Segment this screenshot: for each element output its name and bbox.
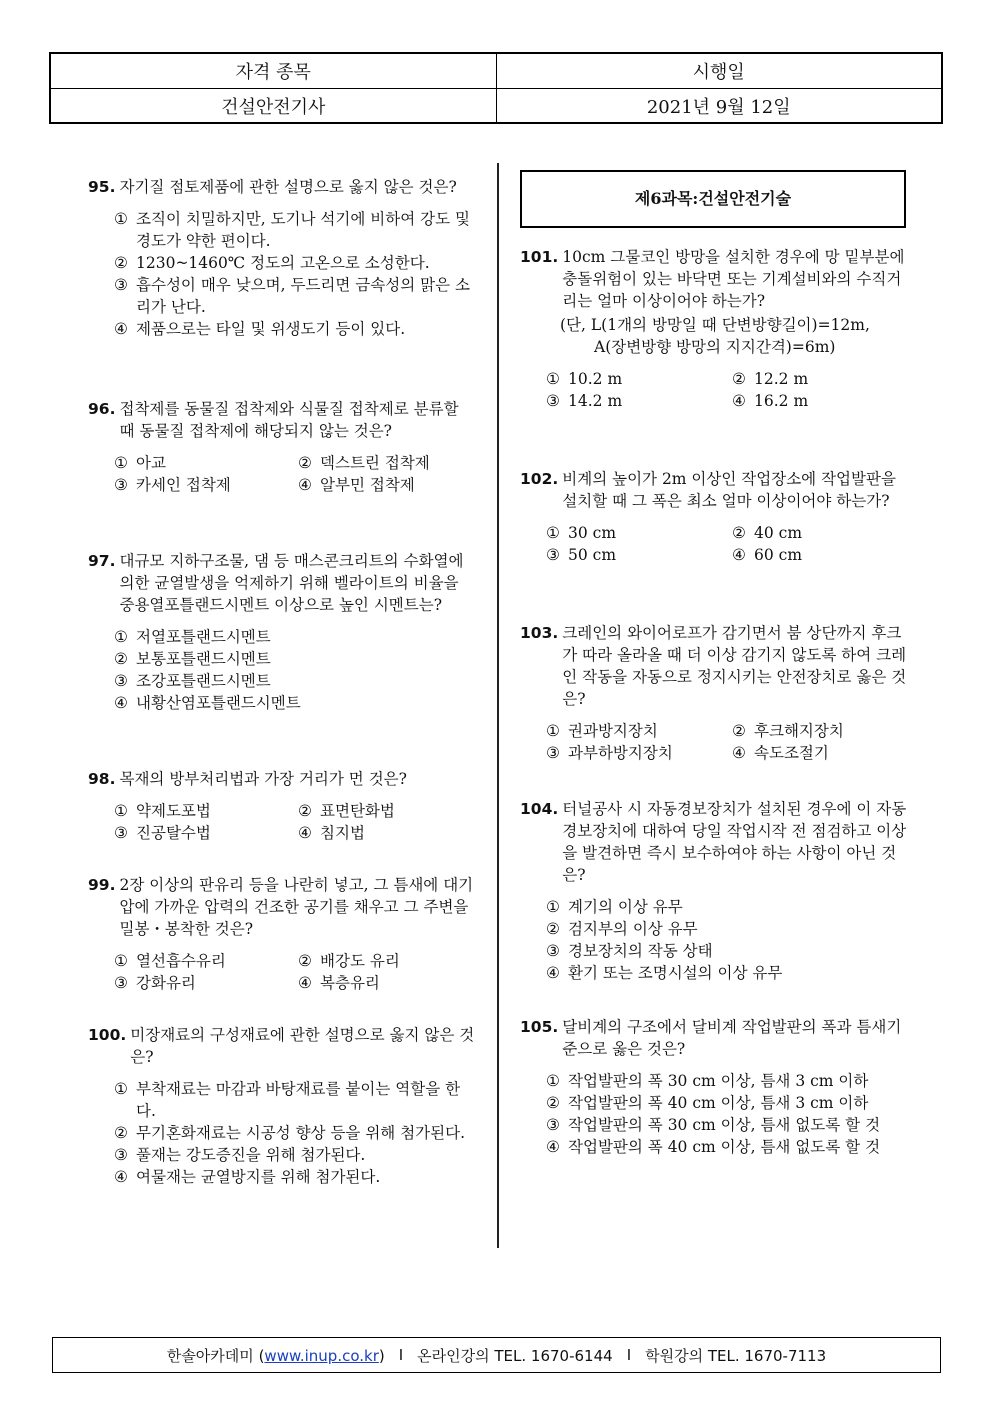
choice-text: 강화유리 — [136, 974, 196, 992]
question-number: 97. — [88, 552, 116, 570]
choice-item[interactable] — [546, 522, 726, 544]
choice-text: 60 cm — [754, 546, 803, 564]
question-text: 자기질 점토제품에 관한 설명으로 옳지 않은 것은? — [119, 178, 457, 196]
choice-text: 환기 또는 조명시설의 이상 유무 — [568, 964, 783, 982]
choice-item[interactable] — [298, 452, 476, 474]
choice-item[interactable] — [114, 626, 476, 648]
qualification-label: 자격 종목 — [235, 62, 311, 83]
footer-bar — [52, 1337, 941, 1373]
choice-mark: ③ — [546, 1116, 560, 1134]
question-number: 99. — [88, 876, 116, 894]
choice-text: 검지부의 이상 유무 — [568, 920, 698, 938]
choice-mark: ④ — [114, 1168, 128, 1186]
choice-text: 풀재는 강도증진을 위해 첨가된다. — [136, 1146, 366, 1164]
choice-item[interactable] — [298, 800, 476, 822]
question-text: 2장 이상의 판유리 등을 나란히 넣고, 그 틈새에 대기압에 가까운 압력의 건조한 공기를 채우고 그 주변을 밀봉・봉착한 것은? — [119, 876, 474, 938]
choice-mark: ④ — [732, 392, 746, 410]
choice-item[interactable] — [298, 474, 476, 496]
choice-mark: ① — [114, 952, 128, 970]
choice-list — [520, 1070, 912, 1158]
question-98 — [88, 768, 476, 874]
question-99 — [88, 874, 476, 1024]
choice-mark: ④ — [114, 320, 128, 338]
choice-text: 권과방지장치 — [568, 722, 658, 740]
choice-text: 침지법 — [320, 824, 365, 842]
choice-mark: ① — [114, 1080, 128, 1098]
choice-item[interactable] — [546, 1114, 912, 1136]
choice-list — [520, 720, 912, 764]
choice-item[interactable] — [546, 1070, 912, 1092]
choice-text: 부착재료는 마감과 바탕재료를 붙이는 역할을 한다. — [136, 1080, 461, 1120]
question-text: 미장재료의 구성재료에 관한 설명으로 옳지 않은 것은? — [130, 1026, 475, 1066]
choice-list — [88, 208, 476, 340]
choice-item[interactable] — [114, 318, 476, 340]
choice-mark: ③ — [546, 546, 560, 564]
choice-list — [520, 896, 912, 984]
choice-item[interactable] — [298, 972, 476, 994]
choice-mark: ③ — [114, 824, 128, 842]
choice-text: 진공탈수법 — [136, 824, 211, 842]
choice-text: 제품으로는 타일 및 위생도기 등이 있다. — [136, 320, 406, 338]
choice-item[interactable] — [732, 522, 912, 544]
choice-text: 16.2 m — [754, 392, 809, 410]
choice-mark: ① — [114, 454, 128, 472]
choice-text: 1230~1460℃ 정도의 고온으로 소성한다. — [136, 254, 430, 272]
condition-line-2: A(장변방향 방망의 지지간격)=6m) — [594, 338, 836, 356]
choice-mark: ③ — [546, 392, 560, 410]
link-paren-open: ( — [258, 1346, 265, 1365]
choice-mark: ③ — [114, 1146, 128, 1164]
exam-info-value-row — [51, 88, 941, 123]
choice-text: 표면탄화법 — [320, 802, 395, 820]
question-number: 96. — [88, 400, 116, 418]
question-96 — [88, 398, 476, 550]
right-column — [520, 170, 912, 1158]
condition-line-1: (단, L(1개의 방망일 때 단변방향길이)=12m, — [560, 316, 870, 334]
choice-mark: ② — [546, 1094, 560, 1112]
choice-item[interactable] — [546, 742, 726, 764]
choice-item[interactable] — [732, 368, 912, 390]
question-text: 비계의 높이가 2m 이상인 작업장소에 작업발판을 설치할 때 그 폭은 최소 얼마 이상이어야 하는가? — [562, 470, 896, 510]
question-text: 접착제를 동물질 접착제와 식물질 접착제로 분류할 때 동물질 접착제에 해당되지 않는 것은? — [119, 400, 459, 440]
choice-text: 카세인 접착제 — [136, 476, 231, 494]
choice-mark: ① — [114, 802, 128, 820]
choice-list — [520, 522, 912, 566]
choice-mark: ② — [114, 254, 128, 272]
choice-item[interactable] — [546, 918, 912, 940]
exam-date-label: 시행일 — [496, 54, 942, 88]
choice-text: 후크해지장치 — [754, 722, 844, 740]
choice-text: 무기혼화재료는 시공성 향상 등을 위해 첨가된다. — [136, 1124, 466, 1142]
qualification-value: 건설안전기사 — [221, 97, 326, 118]
choice-item[interactable] — [732, 390, 912, 412]
choice-text: 속도조절기 — [754, 744, 829, 762]
question-100 — [88, 1024, 476, 1188]
choice-list — [88, 452, 476, 496]
choice-text: 내황산염포틀랜드시멘트 — [136, 694, 301, 712]
choice-text: 30 cm — [568, 524, 617, 542]
choice-item[interactable] — [732, 544, 912, 566]
choice-mark: ④ — [298, 476, 312, 494]
choice-text: 보통포틀랜드시멘트 — [136, 650, 271, 668]
choice-item[interactable] — [546, 962, 912, 984]
choice-item[interactable] — [114, 1144, 476, 1166]
choice-item[interactable] — [298, 822, 476, 844]
choice-item[interactable] — [546, 390, 726, 412]
question-95 — [88, 176, 476, 398]
question-text: 목재의 방부처리법과 가장 거리가 먼 것은? — [119, 770, 407, 788]
choice-mark: ② — [298, 802, 312, 820]
question-text: 달비계의 구조에서 달비계 작업발판의 폭과 틈새기준으로 옳은 것은? — [562, 1018, 902, 1058]
choice-mark: ① — [546, 1072, 560, 1090]
choice-mark: ③ — [114, 476, 128, 494]
choice-mark: ① — [546, 370, 560, 388]
question-text: 크레인의 와이어로프가 감기면서 붐 상단까지 후크가 따라 올라올 때 더 이상 감기지 않도록 하여 크레인 작동을 자동으로 정지시키는 안전장치로 옳은 것은? — [562, 624, 907, 708]
choice-mark: ③ — [114, 672, 128, 690]
choice-text: 10.2 m — [568, 370, 623, 388]
choice-item[interactable] — [114, 208, 476, 252]
choice-text: 작업발판의 폭 40 cm 이상, 틈새 없도록 할 것 — [568, 1138, 881, 1156]
choice-text: 배강도 유리 — [320, 952, 400, 970]
academy-website-link[interactable]: www.inup.co.kr — [264, 1346, 379, 1365]
choice-text: 12.2 m — [754, 370, 809, 388]
footer-separator: I — [398, 1346, 404, 1364]
question-101 — [520, 246, 912, 468]
choice-text: 과부하방지장치 — [568, 744, 673, 762]
choice-text: 약제도포법 — [136, 802, 211, 820]
choice-item[interactable] — [114, 648, 476, 670]
choice-list — [88, 1078, 476, 1188]
choice-item[interactable] — [114, 950, 292, 972]
choice-mark: ① — [546, 524, 560, 542]
question-103 — [520, 622, 912, 798]
choice-item[interactable] — [114, 252, 476, 274]
choice-item[interactable] — [298, 950, 476, 972]
choice-item[interactable] — [546, 544, 726, 566]
question-number: 104. — [520, 800, 559, 818]
choice-item[interactable] — [546, 1136, 912, 1158]
footer-separator: I — [626, 1346, 632, 1364]
choice-text: 여물재는 균열방지를 위해 첨가된다. — [136, 1168, 381, 1186]
choice-text: 14.2 m — [568, 392, 623, 410]
question-number: 95. — [88, 178, 116, 196]
choice-mark: ② — [732, 370, 746, 388]
link-paren-close: ) — [378, 1346, 385, 1365]
choice-item[interactable] — [114, 692, 476, 714]
choice-text: 50 cm — [568, 546, 617, 564]
choice-text: 40 cm — [754, 524, 803, 542]
choice-mark: ② — [546, 920, 560, 938]
choice-text: 작업발판의 폭 40 cm 이상, 틈새 3 cm 이하 — [568, 1094, 869, 1112]
choice-mark: ② — [114, 650, 128, 668]
choice-text: 조직이 치밀하지만, 도기나 석기에 비하여 강도 및 경도가 약한 편이다. — [136, 210, 470, 250]
choice-text: 작업발판의 폭 30 cm 이상, 틈새 없도록 할 것 — [568, 1116, 881, 1134]
exam-date-value: 2021년 9월 12일 — [496, 89, 942, 123]
choice-item[interactable] — [114, 1122, 476, 1144]
choice-item[interactable] — [546, 368, 726, 390]
choice-mark: ④ — [546, 1138, 560, 1156]
choice-text: 복층유리 — [320, 974, 380, 992]
choice-mark: ① — [546, 898, 560, 916]
choice-item[interactable] — [114, 670, 476, 692]
exam-info-header-row — [51, 54, 941, 88]
choice-item[interactable] — [114, 800, 292, 822]
choice-mark: ④ — [298, 824, 312, 842]
column-divider — [497, 163, 499, 1248]
choice-item[interactable] — [114, 474, 292, 496]
question-number: 103. — [520, 624, 559, 642]
question-number: 102. — [520, 470, 559, 488]
choice-item[interactable] — [546, 896, 912, 918]
choice-item[interactable] — [546, 720, 726, 742]
choice-mark: ③ — [114, 974, 128, 992]
choice-item[interactable] — [732, 742, 912, 764]
choice-mark: ③ — [546, 942, 560, 960]
choice-mark: ④ — [114, 694, 128, 712]
choice-item[interactable] — [546, 1092, 912, 1114]
choice-mark: ④ — [732, 546, 746, 564]
choice-item[interactable] — [114, 274, 476, 318]
question-105 — [520, 1016, 912, 1158]
choice-list — [88, 950, 476, 994]
question-number: 100. — [88, 1026, 127, 1044]
choice-text: 흡수성이 매우 낮으며, 두드리면 금속성의 맑은 소리가 난다. — [136, 276, 470, 316]
footer-academy-name — [167, 1345, 385, 1366]
choice-text: 열선흡수유리 — [136, 952, 226, 970]
question-102 — [520, 468, 912, 622]
choice-item[interactable] — [732, 720, 912, 742]
choice-text: 조강포틀랜드시멘트 — [136, 672, 271, 690]
choice-mark: ② — [114, 1124, 128, 1142]
choice-mark: ④ — [546, 964, 560, 982]
left-column — [88, 176, 476, 1188]
question-number: 105. — [520, 1018, 559, 1036]
academy-name: 한솔아카데미 — [166, 1346, 254, 1365]
question-text: 10cm 그물코인 방망을 설치한 경우에 망 밑부분에 충돌위험이 있는 바닥면 또는 기계설비와의 수직거리는 얼마 이상이어야 하는가? — [562, 248, 905, 310]
choice-mark: ③ — [546, 744, 560, 762]
choice-mark: ① — [546, 722, 560, 740]
question-104 — [520, 798, 912, 1016]
question-number: 101. — [520, 248, 559, 266]
choice-item[interactable] — [114, 1078, 476, 1122]
footer-online-tel: 온라인강의 TEL. 1670-6144 — [417, 1346, 613, 1365]
choice-mark: ② — [732, 722, 746, 740]
question-text: 대규모 지하구조물, 댐 등 매스콘크리트의 수화열에 의한 균열발생을 억제하기 위해 벨라이트의 비율을 중용열포틀랜드시멘트 이상으로 높인 시멘트는? — [119, 552, 464, 614]
choice-mark: ① — [114, 628, 128, 646]
choice-text: 덱스트린 접착제 — [320, 454, 430, 472]
question-text: 터널공사 시 자동경보장치가 설치된 경우에 이 자동경보장치에 대하여 당일 작업시작 전 점검하고 이상을 발견하면 즉시 보수하여야 하는 사항이 아닌 것은? — [562, 800, 907, 884]
question-number: 98. — [88, 770, 116, 788]
question-condition — [520, 314, 912, 358]
choice-mark: ① — [114, 210, 128, 228]
question-97 — [88, 550, 476, 768]
choice-list — [88, 800, 476, 844]
choice-item[interactable] — [114, 822, 292, 844]
footer-offline-tel: 학원강의 TEL. 1670-7113 — [645, 1346, 827, 1365]
choice-list — [520, 368, 912, 412]
choice-mark: ② — [732, 524, 746, 542]
choice-text: 경보장치의 작동 상태 — [568, 942, 713, 960]
choice-item[interactable] — [114, 1166, 476, 1188]
subject-title: 제6과목:건설안전기술 — [520, 170, 906, 228]
exam-info-table — [49, 52, 943, 124]
choice-text: 아교 — [136, 454, 166, 472]
choice-list — [88, 626, 476, 714]
choice-item[interactable] — [114, 452, 292, 474]
choice-text: 작업발판의 폭 30 cm 이상, 틈새 3 cm 이하 — [568, 1072, 869, 1090]
choice-item[interactable] — [114, 972, 292, 994]
choice-mark: ② — [298, 952, 312, 970]
choice-item[interactable] — [546, 940, 912, 962]
choice-mark: ④ — [732, 744, 746, 762]
choice-mark: ② — [298, 454, 312, 472]
choice-mark: ③ — [114, 276, 128, 294]
choice-text: 계기의 이상 유무 — [568, 898, 683, 916]
choice-text: 저열포틀랜드시멘트 — [136, 628, 271, 646]
choice-mark: ④ — [298, 974, 312, 992]
choice-text: 알부민 접착제 — [320, 476, 415, 494]
